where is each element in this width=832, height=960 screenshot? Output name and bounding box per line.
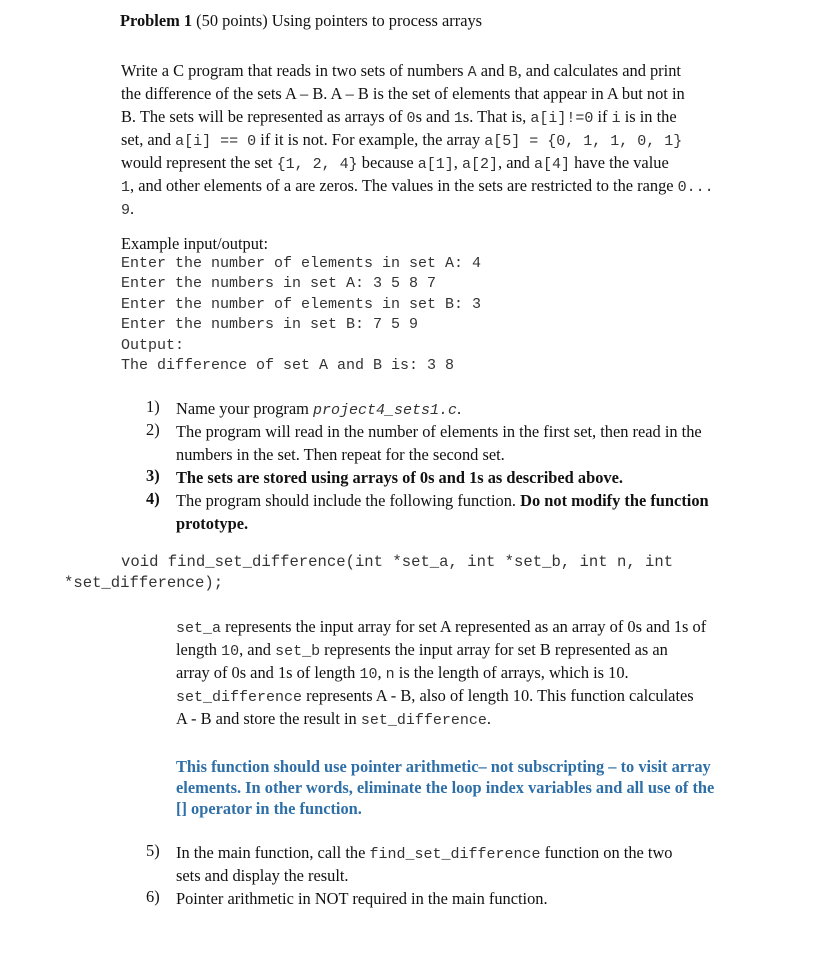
list-item: 1) Name your program project4_sets1.c.	[146, 397, 462, 419]
parameter-description: set_a represents the input array for set A represented as an array of 0s and 1s of length 10, and set_b represents the input array for set B represented as an array of 0s and 1s of length 10, n is the length of arrays, which is 10. set_difference represents A - B, also of length 10. This function calculates A - B and store the result in set_difference.	[176, 617, 707, 729]
list-item: 5) In the main function, call the find_set_difference function on the two sets and display the result.	[146, 841, 673, 885]
console-line: Enter the numbers in set B: 7 5 9	[121, 316, 419, 334]
intro-line: set, and a[i] == 0 if it is not. For example, the array a[5] = {0, 1, 1, 0, 1}	[121, 130, 683, 150]
list-item: 6) Pointer arithmetic in NOT required in the main function.	[146, 887, 548, 908]
intro-paragraph	[121, 59, 801, 220]
problem-title: Problem 1 (50 points) Using pointers to process arrays	[120, 11, 483, 30]
console-line: Enter the numbers in set A: 3 5 8 7	[121, 275, 437, 293]
pointer-arithmetic-note: This function should use pointer arithmetic– not subscripting – to visit array elements. In other words, eliminate the loop index variables and all use of the [] operator in the function.	[176, 757, 715, 818]
console-line: Output:	[121, 336, 185, 354]
intro-line: the difference of the sets A – B. A – B is the set of elements that appear in A but not in	[121, 84, 685, 103]
console-line: Enter the number of elements in set A: 4	[121, 255, 482, 272]
function-prototype: void find_set_difference(int *set_a, int *set_b, int n, int *set_difference);	[64, 553, 674, 592]
list-item: 2) The program will read in the number of elements in the first set, then read in the numbers in the set. Then repeat for the second set.	[146, 420, 702, 464]
intro-line: Write a C program that reads in two sets of numbers A and B, and calculates and print	[121, 61, 681, 81]
console-line: The difference of set A and B is: 3 8	[121, 356, 455, 374]
problem-number: Problem 1	[120, 11, 193, 30]
console-line: Enter the number of elements in set B: 3	[121, 295, 482, 313]
intro-line: B. The sets will be represented as arrays of 0s and 1s. That is, a[i]!=0 if i is in the	[121, 107, 677, 127]
intro-line: 1, and other elements of a are zeros. The values in the sets are restricted to the range 0...	[121, 176, 714, 196]
requirements-list	[146, 397, 796, 535]
list-item: 3) The sets are stored using arrays of 0s and 1s as described above.	[146, 466, 623, 487]
example-console	[121, 254, 481, 376]
intro-line: would represent the set {1, 2, 4} because a[1], a[2], and a[4] have the value	[121, 153, 669, 173]
program-filename: project4_sets1.c	[313, 402, 458, 419]
requirements-list-continued	[146, 841, 796, 910]
list-item: 4) The program should include the following function. Do not modify the function prototype.	[146, 489, 709, 533]
example-heading: Example input/output:	[121, 234, 269, 253]
intro-line: 9.	[121, 199, 135, 219]
